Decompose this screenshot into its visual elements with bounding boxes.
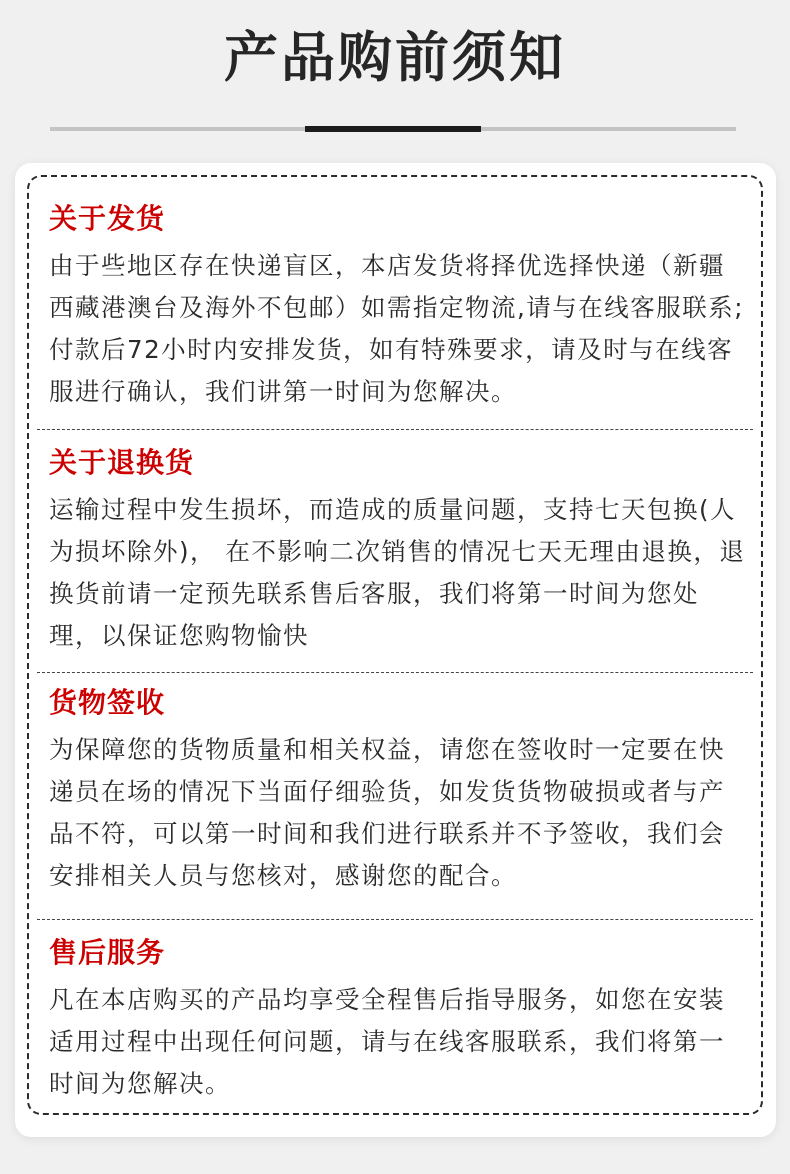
section-receipt [49,683,749,897]
section-body-shipping: 由于些地区存在快递盲区，本店发货将择优选择快递（新疆西藏港澳台及海外不包邮）如需指定物流,请与在线客服联系;付款后72小时内安排发货，如有特殊要求，请及时与在线客服进行确认，我们讲第一时间为您解决。 [49,251,745,406]
section-body-returns: 运输过程中发生损坏，而造成的质量问题，支持七天包换(人为损坏除外)， 在不影响二次销售的情况七天无理由退换，退换货前请一定预先联系售后客服，我们将第一时间为您处理，以保证您购物愉快 [49,495,746,650]
section-body-after-sales: 凡在本店购买的产品均享受全程售后指导服务，如您在安装适用过程中出现任何问题，请与在线客服联系，我们将第一时间为您解决。 [49,985,725,1098]
section-divider [37,919,753,920]
section-divider [37,672,753,673]
section-divider [37,429,753,430]
section-after-sales [49,933,749,1105]
section-heading-returns: 关于退换货 [49,446,195,479]
section-heading-receipt: 货物签收 [49,686,166,719]
notice-card [15,163,776,1137]
section-heading-shipping: 关于发货 [49,202,166,235]
title-underline-accent [305,126,481,132]
page-title: 产品购前须知 [224,26,566,89]
section-heading-after-sales: 售后服务 [49,936,166,969]
section-body-receipt: 为保障您的货物质量和相关权益，请您在签收时一定要在快递员在场的情况下当面仔细验货，如发货货物破损或者与产品不符，可以第一时间和我们进行联系并不予签收，我们会安排相关人员与您核对，感谢您的配合。 [49,735,725,890]
section-returns [49,443,749,657]
section-shipping [49,199,749,413]
dashed-frame [27,175,763,1115]
